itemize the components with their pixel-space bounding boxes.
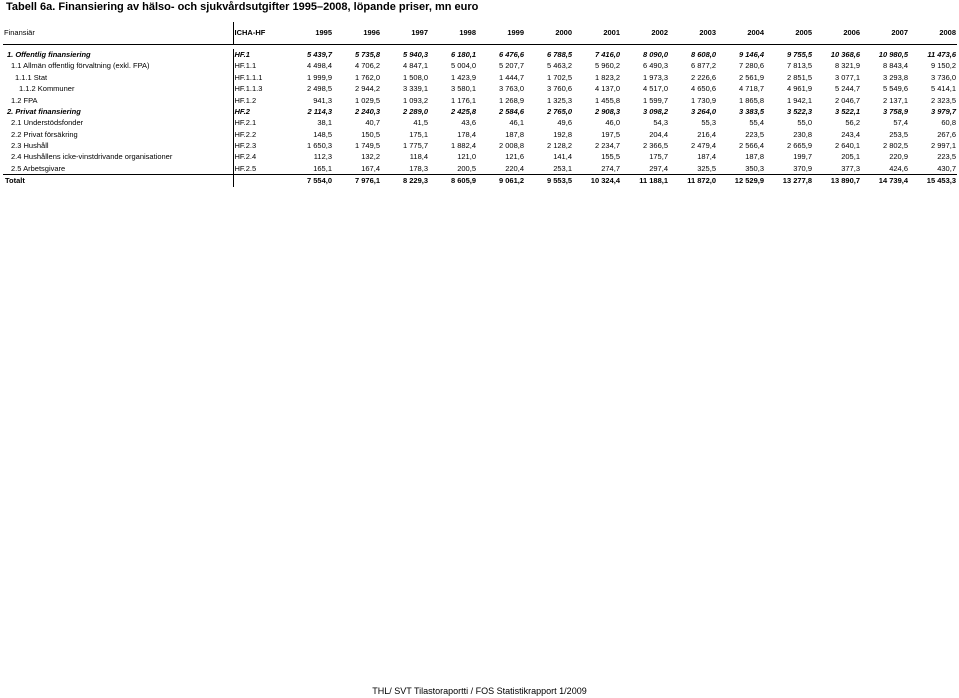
row-value: 274,7 <box>601 163 620 173</box>
row-value: 9 553,5 <box>525 175 573 187</box>
footer-source: THL/ SVT Tilastoraportti / FOS Statistikrapport 1/2009 <box>372 686 587 696</box>
row-value: 11 872,0 <box>669 175 717 187</box>
row-value: 3 339,1 <box>402 84 428 94</box>
header-code: ICHA-HF <box>233 22 285 45</box>
row-value: 3 293,8 <box>882 72 908 82</box>
row-value: 121,6 <box>505 152 524 162</box>
row-value: 8 090,0 <box>642 49 668 59</box>
row-label: 2.5 Arbetsgivare <box>11 163 66 173</box>
row-value: 2 289,0 <box>402 106 428 116</box>
table-row <box>3 152 957 163</box>
row-value: 148,5 <box>313 129 332 139</box>
row-value: 2 584,6 <box>498 106 524 116</box>
row-value: 1 882,4 <box>450 141 476 151</box>
row-value: 6 788,5 <box>546 49 572 59</box>
row-value: 6 490,3 <box>642 61 668 71</box>
table-row <box>3 106 957 117</box>
row-value: 1 268,9 <box>498 95 524 105</box>
row-value: 5 207,7 <box>498 61 524 71</box>
row-value: 118,4 <box>409 152 428 162</box>
row-value: 4 961,9 <box>786 84 812 94</box>
row-value: 112,3 <box>313 152 332 162</box>
row-code: HF.2.4 <box>233 152 285 163</box>
row-value: 165,1 <box>313 163 332 173</box>
row-value: 220,9 <box>889 152 908 162</box>
row-value: 1 749,5 <box>354 141 380 151</box>
row-value: 175,1 <box>409 129 428 139</box>
row-code: HF.2.5 <box>233 163 285 175</box>
header-year: 1997 <box>381 22 429 45</box>
row-value: 3 979,7 <box>930 106 956 116</box>
row-value: 4 498,4 <box>306 61 332 71</box>
row-code: HF.2.2 <box>233 129 285 140</box>
row-value: 1 942,1 <box>786 95 812 105</box>
row-value: 11 473,6 <box>927 49 956 59</box>
row-value: 5 735,8 <box>354 49 380 59</box>
row-value: 15 453,3 <box>909 175 957 187</box>
row-value: 57,4 <box>893 118 908 128</box>
row-value: 4 718,7 <box>738 84 764 94</box>
row-value: 1 176,1 <box>450 95 476 105</box>
table-body <box>3 49 957 187</box>
row-value: 1 702,5 <box>546 72 572 82</box>
header-year: 2007 <box>861 22 909 45</box>
row-value: 1 444,7 <box>498 72 524 82</box>
page-title: Tabell 6a. Finansiering av hälso- och sjukvårdsutgifter 1995–2008, löpande priser, mn euro <box>6 1 479 13</box>
row-value: 56,2 <box>845 118 860 128</box>
table-row <box>3 175 957 187</box>
row-value: 43,6 <box>461 118 476 128</box>
row-value: 223,5 <box>937 152 956 162</box>
row-code <box>233 175 285 187</box>
row-label: 1.1.2 Kommuner <box>19 84 75 94</box>
header-year: 2003 <box>669 22 717 45</box>
row-value: 5 414,1 <box>930 84 956 94</box>
row-value: 941,3 <box>313 95 332 105</box>
table-row <box>3 163 957 175</box>
row-value: 2 114,3 <box>307 106 332 116</box>
row-value: 2 008,8 <box>498 141 524 151</box>
header-year: 2000 <box>525 22 573 45</box>
row-value: 1 823,2 <box>594 72 620 82</box>
row-value: 2 234,7 <box>594 141 620 151</box>
row-value: 175,7 <box>649 152 668 162</box>
row-value: 12 529,9 <box>717 175 765 187</box>
row-code: HF.2.3 <box>233 140 285 151</box>
row-value: 199,7 <box>793 152 812 162</box>
row-value: 3 758,9 <box>882 106 908 116</box>
row-value: 1 029,5 <box>354 95 380 105</box>
row-value: 297,4 <box>649 163 668 173</box>
row-value: 10 980,5 <box>878 49 908 59</box>
row-label: 2. Privat finansiering <box>7 106 81 116</box>
row-value: 41,5 <box>413 118 428 128</box>
row-value: 5 960,2 <box>594 61 620 71</box>
row-value: 1 730,9 <box>690 95 716 105</box>
row-value: 1 325,3 <box>546 95 572 105</box>
row-value: 204,4 <box>649 129 668 139</box>
row-value: 4 137,0 <box>594 84 620 94</box>
row-value: 243,4 <box>841 129 860 139</box>
row-value: 60,8 <box>941 118 956 128</box>
row-value: 38,1 <box>317 118 332 128</box>
row-value: 2 765,0 <box>546 106 572 116</box>
row-value: 187,4 <box>697 152 716 162</box>
row-value: 325,5 <box>697 163 716 173</box>
row-value: 8 605,9 <box>429 175 477 187</box>
header-year: 1998 <box>429 22 477 45</box>
row-value: 253,5 <box>889 129 908 139</box>
row-value: 3 580,1 <box>450 84 476 94</box>
row-label: 2.1 Understödsfonder <box>11 118 84 128</box>
row-value: 1 093,2 <box>402 95 428 105</box>
header-year: 2006 <box>813 22 861 45</box>
row-value: 267,6 <box>937 129 956 139</box>
row-value: 2 240,3 <box>354 106 380 116</box>
row-value: 187,8 <box>745 152 764 162</box>
row-value: 2 665,9 <box>786 141 812 151</box>
row-value: 197,5 <box>601 129 620 139</box>
row-value: 187,8 <box>505 129 524 139</box>
row-value: 7 554,0 <box>285 175 333 187</box>
row-value: 2 851,5 <box>786 72 812 82</box>
row-value: 2 323,5 <box>930 95 956 105</box>
header-year: 1999 <box>477 22 525 45</box>
row-value: 2 997,1 <box>930 141 956 151</box>
row-value: 178,4 <box>457 129 476 139</box>
row-value: 7 280,6 <box>738 61 764 71</box>
row-value: 1 865,8 <box>738 95 764 105</box>
header-label: Finansiär <box>3 22 233 45</box>
row-value: 8 229,3 <box>381 175 429 187</box>
row-value: 11 188,1 <box>621 175 669 187</box>
row-label: Totalt <box>3 175 233 187</box>
table-row <box>3 49 957 60</box>
row-value: 3 383,5 <box>738 106 764 116</box>
row-value: 2 137,1 <box>882 95 908 105</box>
row-value: 167,4 <box>361 163 380 173</box>
row-value: 350,3 <box>745 163 764 173</box>
row-code: HF.1 <box>233 49 285 60</box>
row-label: 1.1.1 Stat <box>15 72 48 82</box>
row-value: 3 264,0 <box>690 106 716 116</box>
row-value: 2 908,3 <box>594 106 620 116</box>
row-code: HF.2 <box>233 106 285 117</box>
row-value: 2 425,8 <box>450 106 476 116</box>
row-code: HF.1.2 <box>233 95 285 106</box>
row-code: HF.2.1 <box>233 117 285 128</box>
row-value: 8 608,0 <box>690 49 716 59</box>
header-year: 1995 <box>285 22 333 45</box>
row-value: 13 277,8 <box>765 175 813 187</box>
row-value: 9 755,5 <box>786 49 812 59</box>
row-value: 2 566,4 <box>738 141 764 151</box>
row-value: 121,0 <box>457 152 476 162</box>
row-code: HF.1.1.3 <box>233 83 285 94</box>
row-label: 1.1 Allmän offentlig förvaltning (exkl. FPA) <box>11 61 150 71</box>
row-value: 3 760,6 <box>546 84 572 94</box>
row-label: 1.2 FPA <box>11 95 38 105</box>
row-value: 141,4 <box>553 152 572 162</box>
row-value: 4 517,0 <box>642 84 668 94</box>
row-value: 1 650,3 <box>306 141 332 151</box>
row-value: 220,4 <box>505 163 524 173</box>
row-value: 178,3 <box>409 163 428 173</box>
row-value: 14 739,4 <box>861 175 909 187</box>
row-value: 7 813,5 <box>786 61 812 71</box>
header-year: 2001 <box>573 22 621 45</box>
row-value: 6 180,1 <box>450 49 476 59</box>
row-value: 46,0 <box>605 118 620 128</box>
row-value: 230,8 <box>793 129 812 139</box>
row-value: 6 476,6 <box>498 49 524 59</box>
row-code: HF.1.1 <box>233 60 285 71</box>
row-value: 4 706,2 <box>354 61 380 71</box>
row-value: 4 847,1 <box>402 61 428 71</box>
row-value: 2 944,2 <box>354 84 380 94</box>
row-value: 5 004,0 <box>450 61 476 71</box>
row-value: 6 877,2 <box>690 61 716 71</box>
row-value: 2 366,5 <box>642 141 668 151</box>
header-year: 2004 <box>717 22 765 45</box>
financing-table <box>3 22 957 187</box>
row-value: 8 321,9 <box>834 61 860 71</box>
row-value: 4 650,6 <box>690 84 716 94</box>
row-value: 132,2 <box>361 152 380 162</box>
row-value: 2 498,5 <box>306 84 332 94</box>
row-value: 54,3 <box>653 118 668 128</box>
row-value: 430,7 <box>937 163 956 173</box>
table-row <box>3 83 957 94</box>
row-value: 1 455,8 <box>594 95 620 105</box>
row-value: 5 244,7 <box>834 84 860 94</box>
row-value: 1 775,7 <box>402 141 428 151</box>
table-header <box>3 22 957 49</box>
row-value: 216,4 <box>697 129 716 139</box>
row-value: 46,1 <box>509 118 524 128</box>
table-row <box>3 72 957 83</box>
row-value: 55,0 <box>797 118 812 128</box>
header-year: 2008 <box>909 22 957 45</box>
row-value: 5 439,7 <box>306 49 332 59</box>
row-value: 5 463,2 <box>546 61 572 71</box>
row-value: 1 762,0 <box>354 72 380 82</box>
table-row <box>3 117 957 128</box>
row-value: 424,6 <box>889 163 908 173</box>
header-year: 2002 <box>621 22 669 45</box>
row-value: 5 549,6 <box>882 84 908 94</box>
row-value: 40,7 <box>365 118 380 128</box>
row-value: 370,9 <box>793 163 812 173</box>
row-label: 2.3 Hushåll <box>11 141 49 151</box>
table-row <box>3 140 957 151</box>
row-value: 49,6 <box>557 118 572 128</box>
row-value: 1 423,9 <box>450 72 476 82</box>
row-value: 150,5 <box>361 129 380 139</box>
row-value: 2 640,1 <box>834 141 860 151</box>
row-value: 8 843,4 <box>882 61 908 71</box>
row-value: 5 940,3 <box>402 49 428 59</box>
row-value: 200,5 <box>457 163 476 173</box>
row-value: 1 999,9 <box>306 72 332 82</box>
row-value: 2 802,5 <box>882 141 908 151</box>
row-value: 55,3 <box>701 118 716 128</box>
table-row <box>3 129 957 140</box>
table-row <box>3 95 957 106</box>
row-value: 3 098,2 <box>642 106 668 116</box>
row-value: 2 561,9 <box>738 72 764 82</box>
row-value: 3 522,1 <box>834 106 860 116</box>
row-value: 7 976,1 <box>333 175 381 187</box>
row-value: 3 736,0 <box>930 72 956 82</box>
row-value: 155,5 <box>601 152 620 162</box>
row-value: 192,8 <box>553 129 572 139</box>
row-value: 10 368,6 <box>830 49 860 59</box>
row-value: 205,1 <box>841 152 860 162</box>
row-value: 9 150,2 <box>930 61 956 71</box>
row-value: 9 146,4 <box>738 49 764 59</box>
row-value: 2 479,4 <box>690 141 716 151</box>
row-value: 9 061,2 <box>477 175 525 187</box>
table-row <box>3 60 957 71</box>
row-label: 1. Offentlig finansiering <box>7 49 91 59</box>
row-value: 55,4 <box>749 118 764 128</box>
row-value: 253,1 <box>553 163 572 173</box>
header-year: 1996 <box>333 22 381 45</box>
row-value: 2 226,6 <box>690 72 716 82</box>
row-label: 2.4 Hushållens icke-vinstdrivande organisationer <box>11 152 173 162</box>
header-row <box>3 22 957 45</box>
row-value: 7 416,0 <box>594 49 620 59</box>
row-label: 2.2 Privat försäkring <box>11 129 78 139</box>
row-value: 3 763,0 <box>498 84 524 94</box>
row-value: 3 522,3 <box>786 106 812 116</box>
row-value: 223,5 <box>745 129 764 139</box>
row-value: 1 508,0 <box>402 72 428 82</box>
row-value: 10 324,4 <box>573 175 621 187</box>
header-year: 2005 <box>765 22 813 45</box>
row-value: 13 890,7 <box>813 175 861 187</box>
row-value: 1 973,3 <box>642 72 668 82</box>
row-code: HF.1.1.1 <box>233 72 285 83</box>
row-value: 2 046,7 <box>834 95 860 105</box>
row-value: 1 599,7 <box>642 95 668 105</box>
row-value: 3 077,1 <box>834 72 860 82</box>
row-value: 2 128,2 <box>546 141 572 151</box>
row-value: 377,3 <box>841 163 860 173</box>
